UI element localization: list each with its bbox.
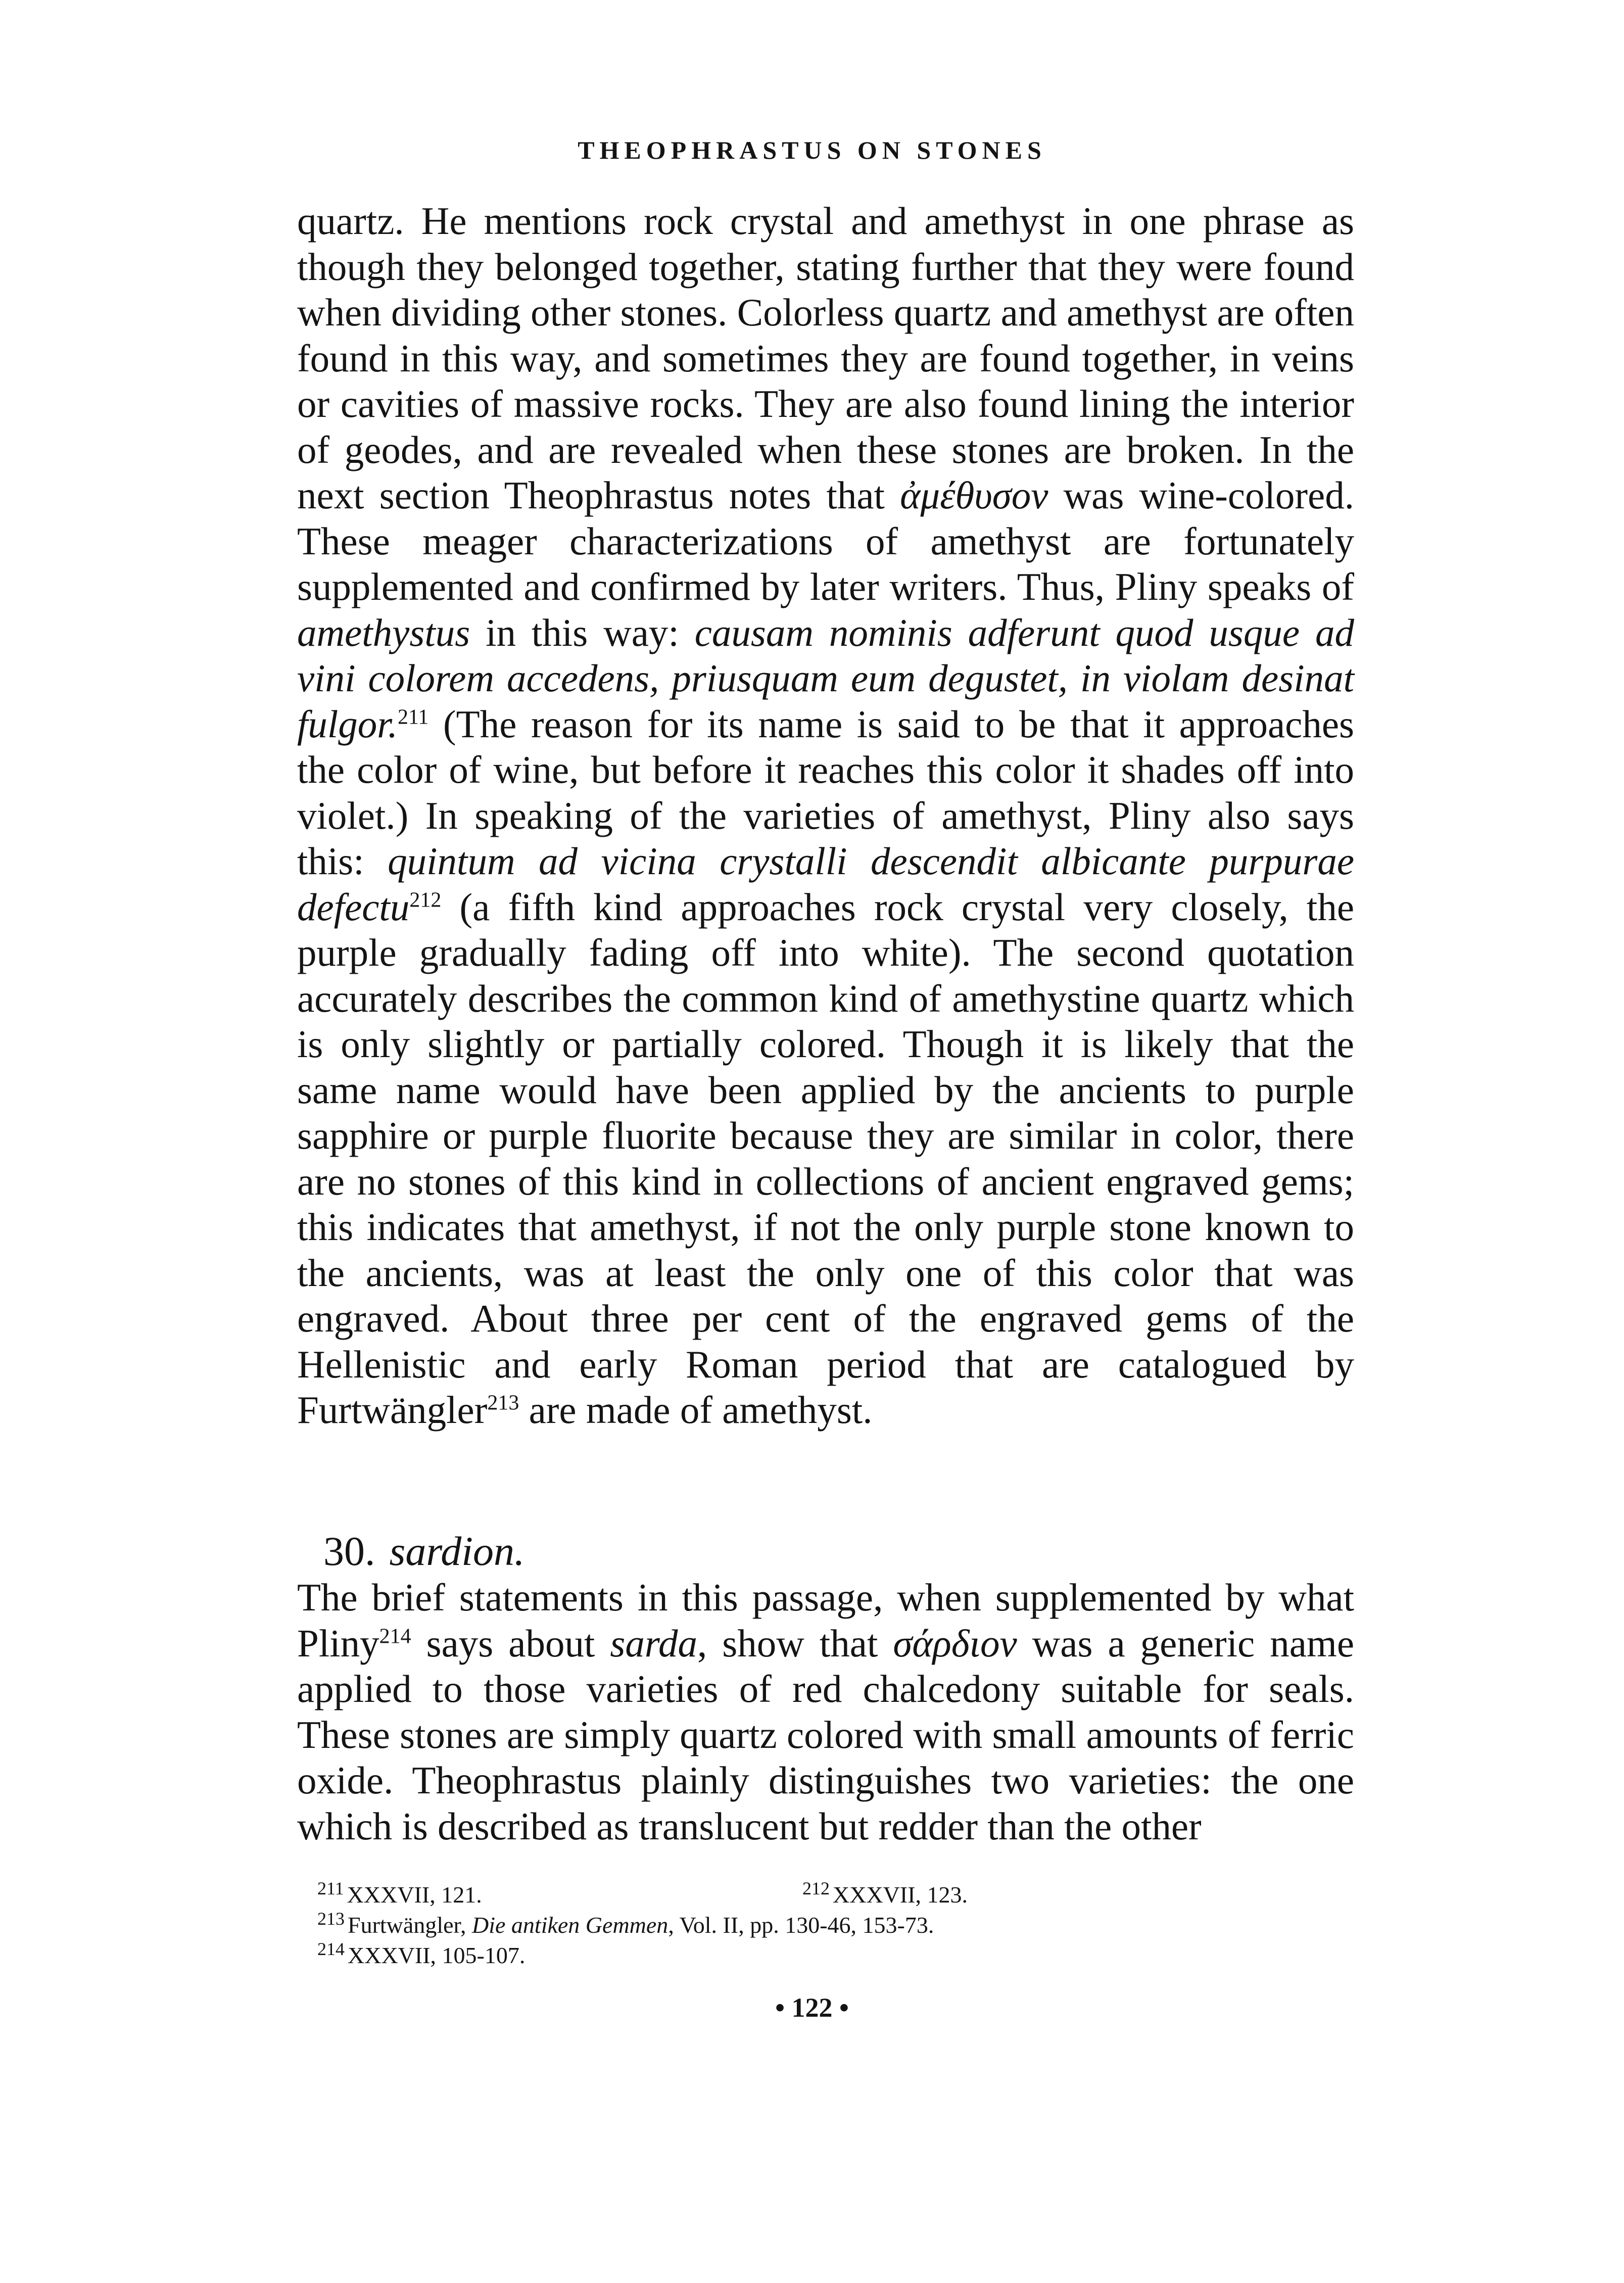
section-number: 30. xyxy=(323,1528,375,1574)
latin-term: sarda xyxy=(610,1621,697,1665)
paragraph-sardion xyxy=(297,1575,1354,1849)
footnotes xyxy=(317,1880,1353,1971)
page-number: • 122 • xyxy=(775,1992,849,2023)
footnote-ref: 214 xyxy=(379,1624,411,1648)
text-segment: quartz. He mentions rock crystal and amethyst in one phrase as though they belonged together, stating further that they were found when dividing other stones. Colorless quartz and amethyst are often found in this way, and sometimes they are found together, in veins or cavities of massive rocks. They are also found lining the interior of geodes, and are revealed when these stones are broken. In the next section Theophrastus notes that xyxy=(297,199,1354,517)
greek-term: σάρδιον xyxy=(893,1621,1017,1665)
latin-quote: quintum ad vicina crystalli descendit albicante purpurae defectu xyxy=(297,839,1354,929)
footnote-number: 214 xyxy=(317,1938,345,1959)
section-heading xyxy=(323,1526,525,1577)
footnote-211 xyxy=(317,1880,802,1910)
footnote-213 xyxy=(317,1910,1353,1940)
section-title: sardion. xyxy=(389,1528,525,1574)
footnote-text: XXXVII, 123. xyxy=(833,1882,968,1908)
body-text xyxy=(297,198,1354,1433)
footnote-text: XXXVII, 121. xyxy=(347,1882,482,1908)
footnote-214 xyxy=(317,1940,1353,1971)
text-segment: was wine-colored. These meager characterizations of amethyst are fortunately supplemented and confirmed by later writers. Thus, Pliny speaks of xyxy=(297,473,1354,608)
latin-term: amethystus xyxy=(297,610,470,654)
footnote-number: 211 xyxy=(317,1878,344,1898)
text-segment: The brief statements in this passage, when supplemented by what Pliny xyxy=(297,1576,1354,1665)
text-segment: says about xyxy=(411,1621,610,1665)
greek-term: ἀμέθυσον xyxy=(900,473,1048,517)
section-text xyxy=(297,1575,1354,1849)
footnote-row xyxy=(317,1880,1353,1910)
text-segment: are made of amethyst. xyxy=(519,1388,873,1432)
footnote-author: Furtwängler, xyxy=(348,1912,472,1938)
footnote-ref: 211 xyxy=(397,705,429,729)
text-segment: (a fifth kind approaches rock crystal very closely, the purple gradually fading off into white). The second quotation accurately describes the common kind of amethystine quartz which is only slightly or partially colored. Though it is likely that the same name would have been applied by the ancients to purple sapphire or purple fluorite because they are similar in color, there are no stones of this kind in collections of ancient engraved gems; this indicates that amethyst, if not the only purple stone known to the ancients, was at least the only one of this color that was engraved. About three per cent of the engraved gems of the Hellenistic and early Roman period that are catalogued by Furtwängler xyxy=(297,885,1354,1432)
running-head: THEOPHRASTUS ON STONES xyxy=(578,136,1046,164)
footnote-number: 213 xyxy=(317,1908,345,1929)
paragraph-amethyst xyxy=(297,198,1354,1433)
footnote-212 xyxy=(802,1880,968,1910)
footnote-number: 212 xyxy=(802,1878,830,1898)
footnote-text: , Vol. II, pp. 130-46, 153-73. xyxy=(668,1912,934,1938)
text-segment: was a generic name applied to those varieties of red chalcedony suitable for seals. These stones are simply quartz colored with small amounts of ferric oxide. Theophrastus plainly distinguishes two varieties: the one which is described as translucent but redder than the other xyxy=(297,1621,1355,1848)
latin-quote: causam nominis adferunt quod usque ad vini colorem accedens, priusquam eum degustet, in violam desinat fulgor. xyxy=(297,610,1354,746)
footnote-ref: 212 xyxy=(409,888,442,912)
text-segment: in this way: xyxy=(470,610,695,654)
text-segment: , show that xyxy=(697,1621,893,1665)
footnote-work-title: Die antiken Gemmen xyxy=(472,1912,668,1938)
footnote-ref: 213 xyxy=(487,1391,519,1415)
footnote-text: XXXVII, 105-107. xyxy=(348,1942,526,1968)
text-segment: (The reason for its name is said to be that it approaches the color of wine, but before it reaches this color it shades off into violet.) In speaking of the varieties of amethyst, Pliny also says this: xyxy=(297,702,1354,883)
